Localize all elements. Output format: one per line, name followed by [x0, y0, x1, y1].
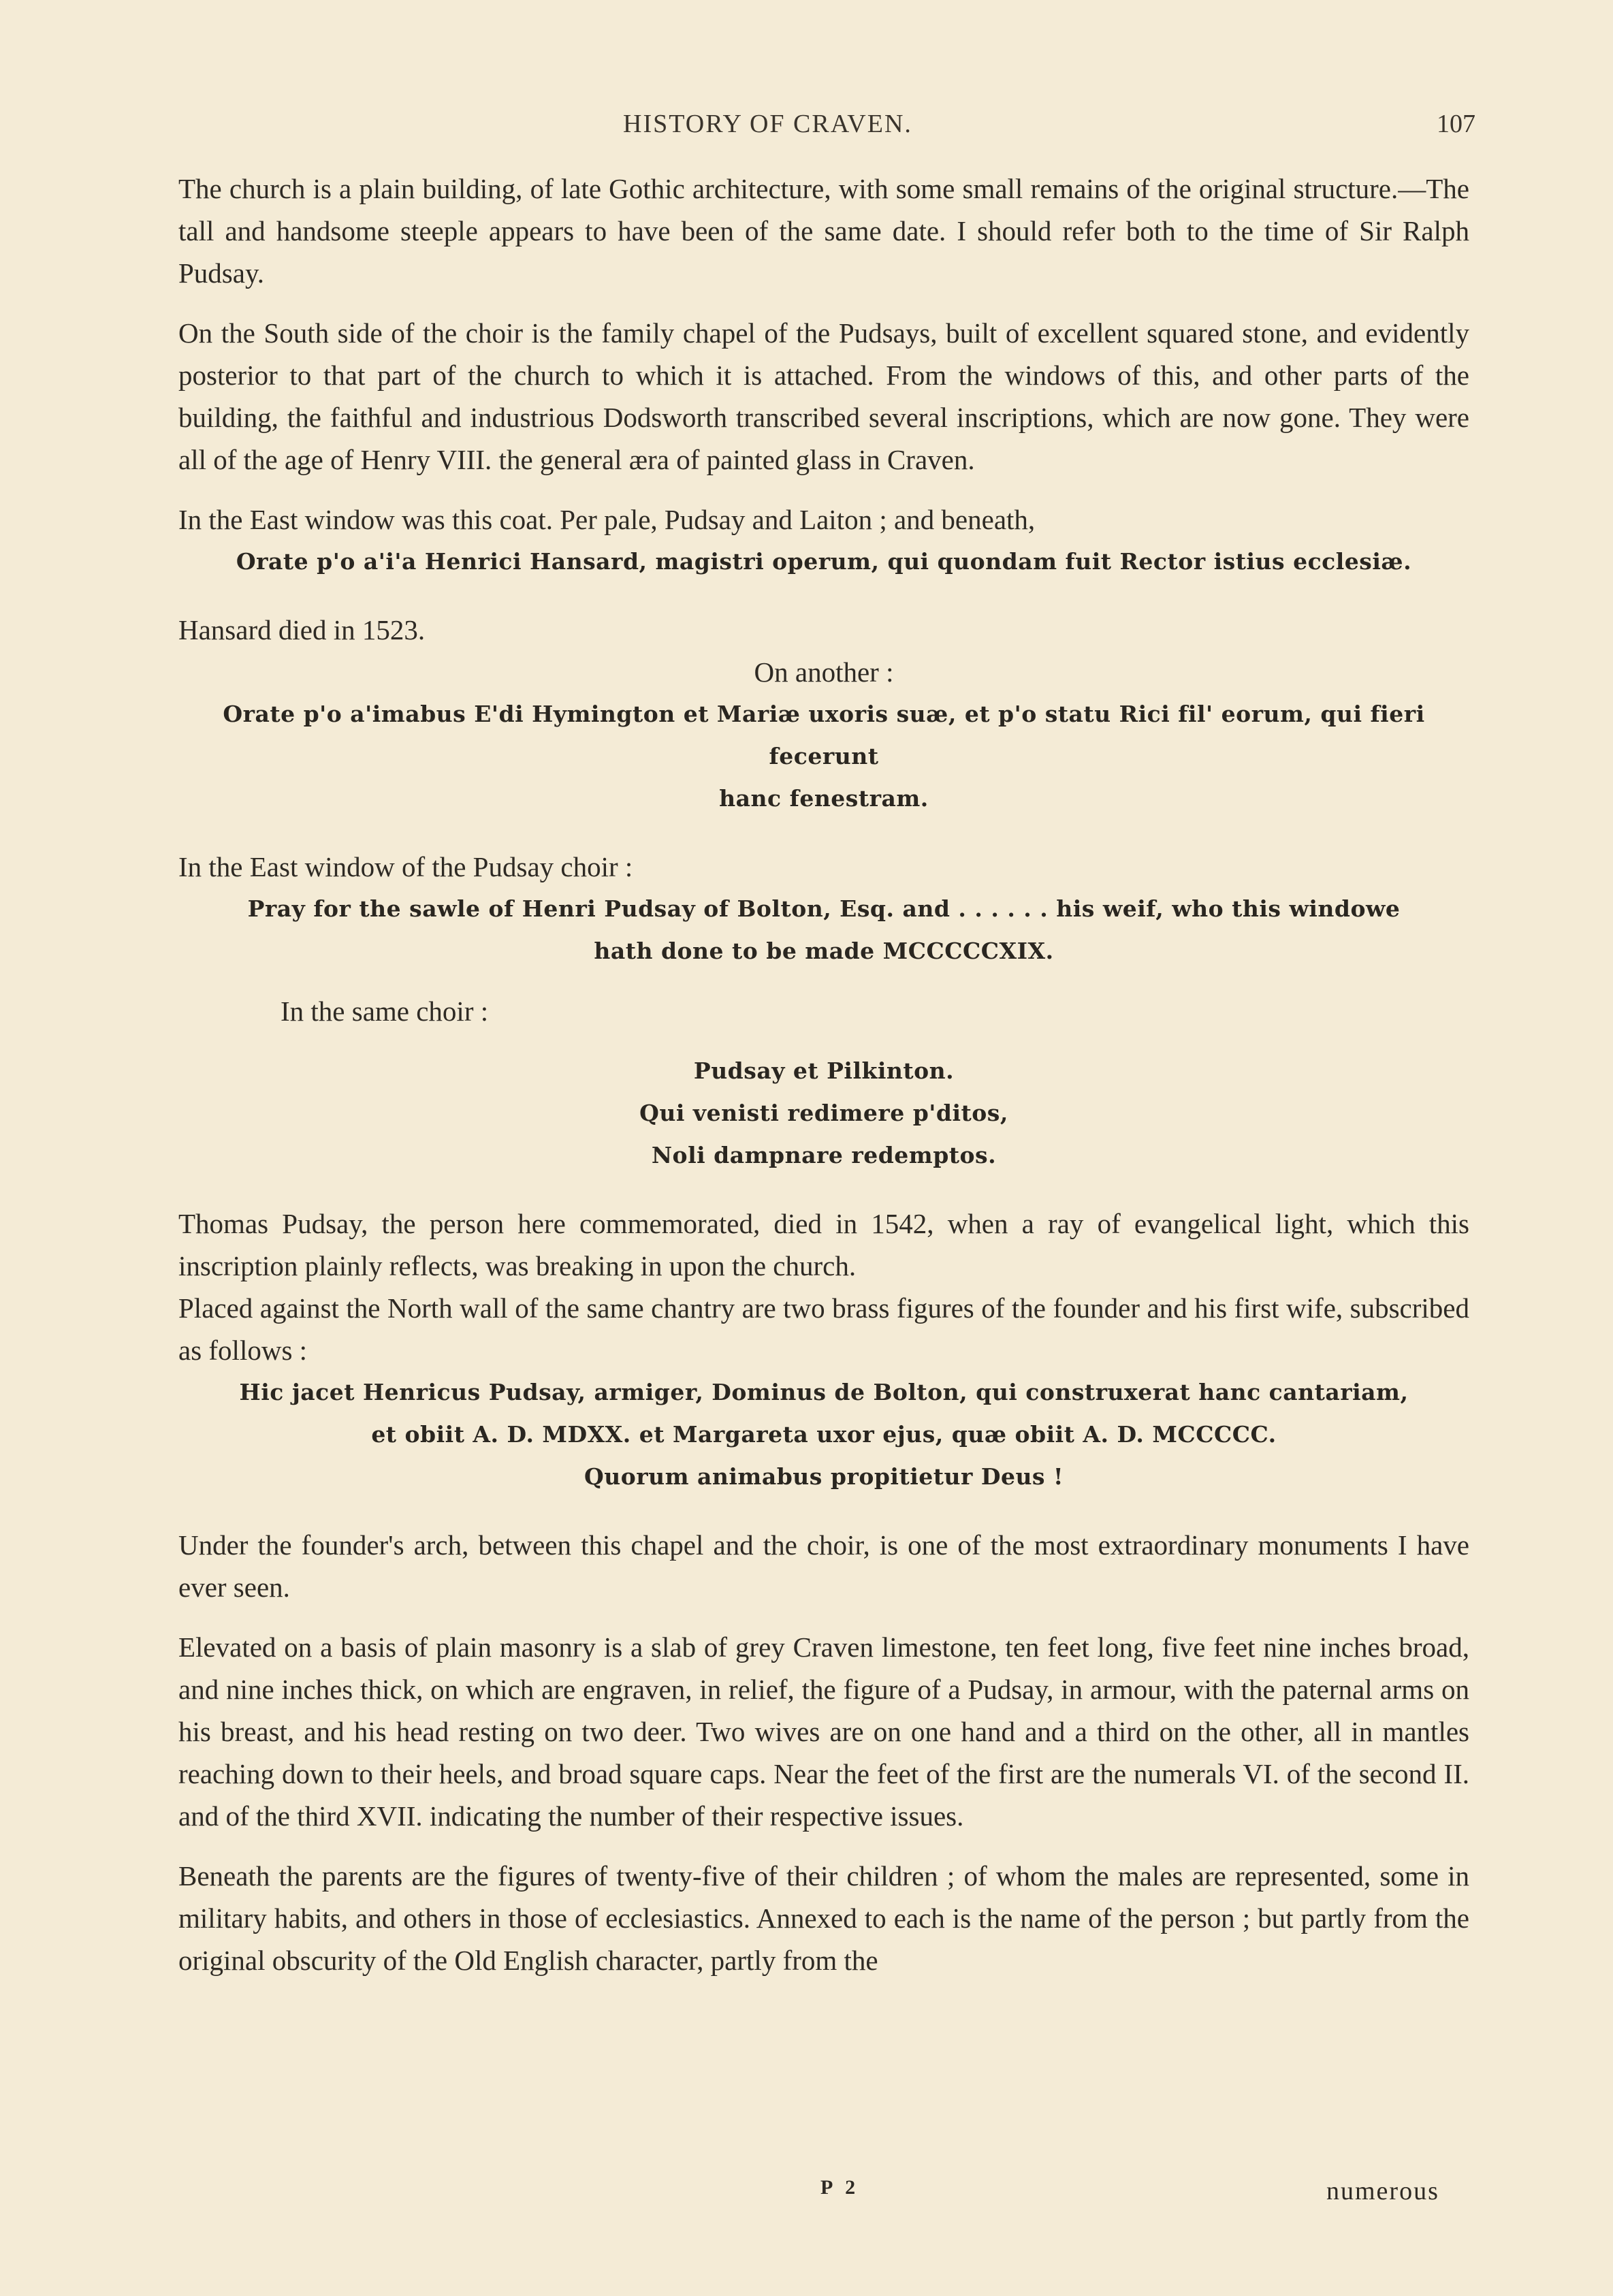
page-number: 107: [1437, 110, 1475, 138]
inscription-pilkinton-line1: Pudsay et Pilkinton.: [693, 1057, 955, 1084]
inscription-brass-line2: et obiit A. D. MDXX. et Margareta uxor ejus, quæ obiit A. D. MCCCCC.: [371, 1421, 1277, 1448]
paragraph-same-choir: In the same choir :: [281, 995, 489, 1027]
page-footer: [0, 2176, 1613, 2217]
running-head: [0, 109, 1613, 150]
paragraph-pudsay-choir: In the East window of the Pudsay choir :: [178, 851, 633, 882]
inscription-pilkinton-line3: Noli dampnare redemptos.: [651, 1142, 997, 1168]
paragraph-limestone-slab: Elevated on a basis of plain masonry is a slab of grey Craven limestone, ten feet long, five feet nine inches broad, and nine inches thick, on which are engraven, in relief, the figure of a Pudsay, in armour, with the paternal arms on his breast, and his head resting on two deer. Two wives are on one hand and a third on the other, all in mantles reaching down to their heels, and broad square caps. Near the feet of the first are the numerals VI. of the second II. and of the third XVII. indicating the number of their respective issues.: [178, 1631, 1469, 1832]
inscription-pudsay-window-line1: Pray for the sawle of Henri Pudsay of Bolton, Esq. and . . . . . . his weif, who this windowe: [247, 895, 1401, 922]
paragraph-children: Beneath the parents are the figures of twenty-five of their children ; of whom the males are represented, some in military habits, and others in those of ecclesiastics. Annexed to each is the name of the person ; but partly from the original obscurity of the Old English character, partly from the: [178, 1860, 1469, 1976]
inscription-brass-line1: Hic jacet Henricus Pudsay, armiger, Dominus de Bolton, qui construxerat hanc cantariam,: [239, 1379, 1409, 1405]
paragraph-church: The church is a plain building, of late Gothic architecture, with some small remains of the original structure.—The tall and handsome steeple appears to have been of the same date. I should refer both to the time of Sir Ralph Pudsay.: [178, 173, 1469, 289]
signature-mark: P 2: [820, 2176, 860, 2199]
heading-on-another: On another :: [754, 656, 894, 688]
paragraph-thomas-pudsay: Thomas Pudsay, the person here commemorated, died in 1542, when a ray of evangelical light, which this inscription plainly reflects, was breaking in upon the church.: [178, 1208, 1469, 1281]
inscription-pilkinton-line2: Qui venisti redimere p'ditos,: [639, 1100, 1008, 1126]
paragraph-founders-arch: Under the founder's arch, between this chapel and the choir, is one of the most extraordinary monuments I have ever seen.: [178, 1529, 1469, 1603]
paragraph-chapel: On the South side of the choir is the family chapel of the Pudsays, built of excellent squared stone, and evidently posterior to that part of the church to which it is attached. From the windows of this, and other parts of the building, the faithful and industrious Dodsworth transcribed several inscriptions, which are now gone. They were all of the age of Henry VIII. the general æra of painted glass in Craven.: [178, 317, 1469, 475]
paragraph-brass-figures: Placed against the North wall of the same chantry are two brass figures of the founder and his first wife, subscribed as follows :: [178, 1292, 1469, 1366]
inscription-hymington-line1: Orate p'o a'imabus E'di Hymington et Mariæ uxoris suæ, et p'o statu Rici fil' eorum, qui fieri fecerunt: [223, 701, 1425, 769]
inscription-brass-line3: Quorum animabus propitietur Deus !: [584, 1463, 1064, 1490]
inscription-pudsay-window-line2: hath done to be made MCCCCCXIX.: [594, 938, 1054, 964]
paragraph-east-window: In the East window was this coat. Per pale, Pudsay and Laiton ; and beneath,: [178, 504, 1036, 535]
paragraph-hansard-died: Hansard died in 1523.: [178, 614, 426, 645]
inscription-hymington-line2: hanc fenestram.: [719, 785, 929, 812]
body-text: [178, 168, 1469, 1981]
inscription-hansard: Orate p'o a'i'a Henrici Hansard, magistri operum, qui quondam fuit Rector istius ecclesiæ.: [236, 548, 1412, 575]
catchword: numerous: [1326, 2177, 1439, 2205]
running-title: HISTORY OF CRAVEN.: [623, 110, 912, 138]
